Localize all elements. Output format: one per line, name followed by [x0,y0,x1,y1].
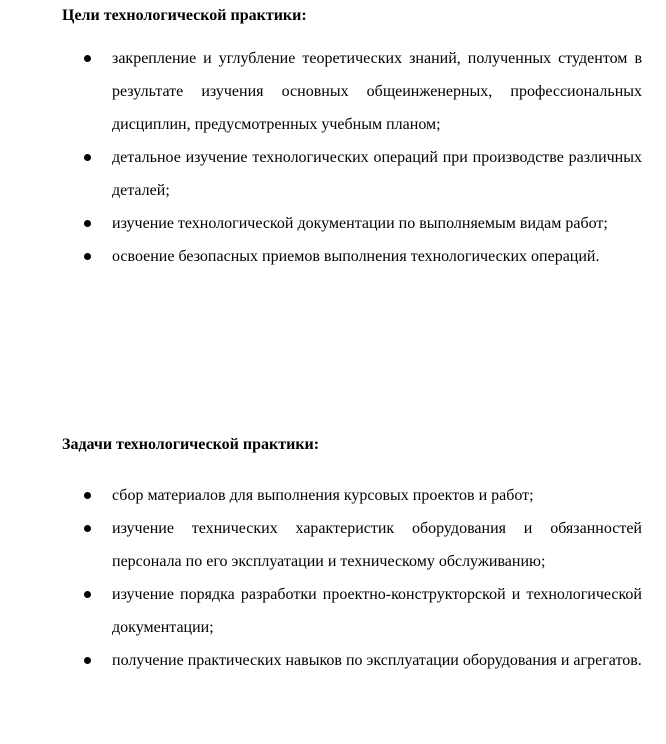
tasks-item-text: получение практических навыков по эксплуатации оборудования и агрегатов. [112,652,642,669]
tasks-item-text: сбор материалов для выполнения курсовых проектов и работ; [112,487,534,504]
tasks-list-item [84,479,642,512]
goals-item-text: изучение технологической документации по выполняемым видам работ; [112,215,608,232]
bullet-icon [84,657,91,664]
bullet-icon [84,220,91,227]
bullet-icon [84,492,91,499]
goals-item-text: освоение безопасных приемов выполнения технологических операций. [112,248,600,265]
bullet-icon [84,525,91,532]
goals-item-text: закрепление и углубление теоретических знаний, полученных студентом в результате изучения основных общеинженерных, профессиональных дисциплин, предусмотренных учебным планом; [112,50,642,133]
tasks-item-text: изучение технических характеристик оборудования и обязанностей персонала по его эксплуатации и техническому обслуживанию; [112,520,642,570]
goals-list [84,42,642,273]
bullet-icon [84,55,91,62]
bullet-icon [84,591,91,598]
tasks-list-item [84,644,642,677]
tasks-list-item [84,512,642,578]
tasks-list-item [84,578,642,644]
goals-item-text: детальное изучение технологических операций при производстве различных деталей; [112,149,642,199]
goals-list-item [84,42,642,141]
goals-list-item [84,207,642,240]
tasks-item-text: изучение порядка разработки проектно-конструкторской и технологической документации; [112,586,642,636]
tasks-list [84,479,642,677]
tasks-heading: Задачи технологической практики: [62,436,320,453]
bullet-icon [84,253,91,260]
goals-list-item [84,141,642,207]
bullet-icon [84,154,91,161]
goals-list-item [84,240,642,273]
goals-heading: Цели технологической практики: [62,7,307,24]
